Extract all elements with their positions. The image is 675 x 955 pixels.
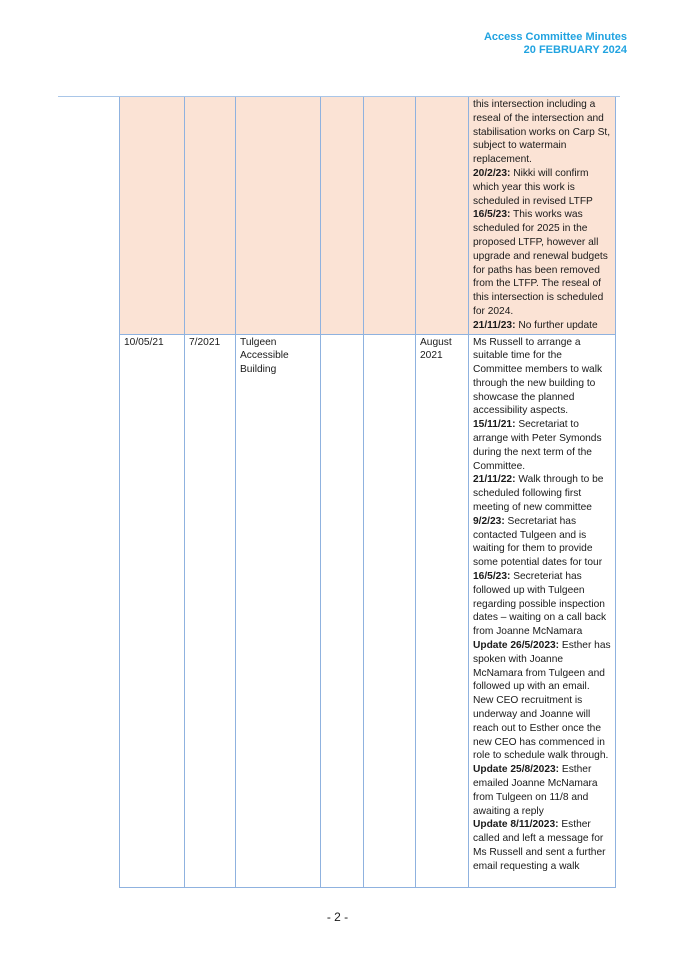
- action-line: 21/11/23: No further update: [473, 319, 598, 331]
- action-line: this intersection including a reseal of the intersection and stabilisation works on Carp St, subject to watermain replacement.: [473, 99, 611, 166]
- action-line: 16/5/23: Secreteriat has followed up with Tulgeen regarding possible inspection dates – waiting on a call back from Joanne McNamara: [473, 571, 607, 638]
- table-row: [120, 97, 616, 334]
- cell-col5: [364, 97, 416, 334]
- cell-ref: [185, 97, 236, 334]
- action-line: Update 25/8/2023: Esther emailed Joanne McNamara from Tulgeen on 11/8 and awaiting a reply: [473, 764, 598, 817]
- action-table: [119, 97, 616, 888]
- page-number: - 2 -: [326, 910, 349, 924]
- action-line: 9/2/23: Secretariat has contacted Tulgeen and is waiting for them to provide some potential dates for tour: [473, 515, 603, 569]
- cell-col5: [364, 334, 416, 887]
- cell-col4: [321, 97, 364, 334]
- action-line: 16/5/23: This works was scheduled for 2025 in the proposed LTFP, however all upgrade and renewal budgets for paths has been removed from the LTFP. The reseal of this intersection is scheduled for 2024.: [473, 209, 608, 317]
- action-line: Ms Russell to arrange a suitable time for the Committee members to walk through the new building to showcase the planned accessibility aspects.: [473, 336, 603, 417]
- action-line: 15/11/21: Secretariat to arrange with Peter Symonds during the next term of the Committee.: [473, 419, 602, 472]
- cell-action: [469, 334, 616, 887]
- action-line: 21/11/22: Walk through to be scheduled following first meeting of new committee: [473, 474, 604, 514]
- cell-due: [416, 97, 469, 334]
- cell-col4: [321, 334, 364, 887]
- header-date: 20 FEBRUARY 2024: [523, 44, 627, 56]
- cell-date: 10/05/21: [120, 334, 185, 887]
- table-row: [120, 334, 616, 887]
- cell-date: [120, 97, 185, 334]
- action-line: 20/2/23: Nikki will confirm which year this work is scheduled in revised LTFP: [473, 167, 593, 207]
- cell-item: [236, 97, 321, 334]
- header-title: Access Committee Minutes: [483, 31, 627, 43]
- action-line: Update 8/11/2023: Esther called and left a message for Ms Russell and sent a further email requesting a walk: [473, 819, 606, 872]
- action-line: Update 26/5/2023: Esther has spoken with Joanne McNamara from Tulgeen and followed up with an email. New CEO recruitment is underway and Joanne will reach out to Esther once the new CEO has commenced in role to schedule walk through.: [473, 640, 611, 762]
- cell-due: August 2021: [416, 334, 469, 887]
- cell-item: Tulgeen Accessible Building: [236, 334, 321, 887]
- document-header: [484, 31, 627, 57]
- cell-ref: 7/2021: [185, 334, 236, 887]
- cell-action: [469, 97, 616, 334]
